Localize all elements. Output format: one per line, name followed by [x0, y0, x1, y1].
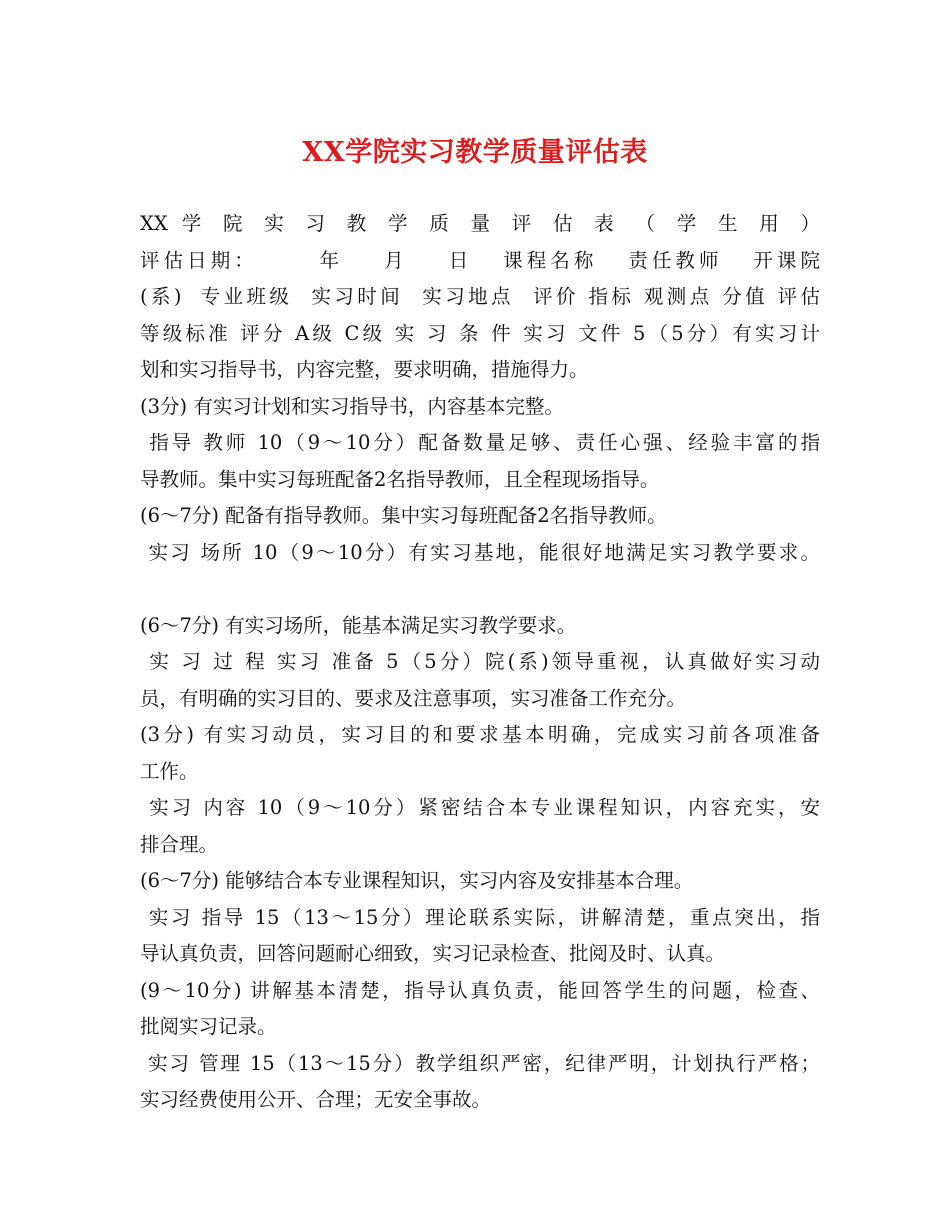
paragraph-line: (系) 专业班级 实习时间 实习地点 评价 指标 观测点 分值 评估 [140, 285, 820, 308]
paragraph-line: 划和实习指导书，内容完整，要求明确，措施得力。 [140, 358, 589, 381]
paragraph-line: 等级标准 评分 A级 C级 实 习 条 件 实习 文件 5（5分）有实习计 [140, 321, 820, 345]
paragraph-line: (9～10分) 讲解基本清楚，指导认真负责，能回答学生的问题，检查、 [140, 978, 820, 1002]
paragraph-line: XX 学 院 实 习 教 学 质 量 评 估 表 （ 学 生 用 ） [140, 212, 820, 235]
paragraph-line: 导认真负责，回答问题耐心细致，实习记录检查、批阅及时、认真。 [140, 942, 726, 965]
paragraph-line: 评估日期： 年 月 日 课程名称 责任教师 开课院 [140, 248, 820, 272]
paragraph-line: 员，有明确的实习目的、要求及注意事项，实习准备工作充分。 [140, 686, 687, 710]
paragraph-line: (6～7分) 能够结合本专业课程知识，实习内容及安排基本合理。 [140, 869, 694, 892]
paragraph-line: 排合理。 [140, 832, 219, 856]
paragraph-line: 指导 教师 10（9～10分）配备数量足够、责任心强、经验丰富的指 [140, 431, 820, 454]
paragraph-line: 实习 管理 15（13～15分）教学组织严密，纪律严明，计划执行严格； [140, 1051, 820, 1075]
paragraph-line: (6～7分) 有实习场所，能基本满足实习教学要求。 [140, 613, 577, 637]
document-body [140, 206, 820, 1119]
document-title: XX学院实习教学质量评估表 [302, 137, 648, 168]
paragraph-line: (3分) 有实习动员，实习目的和要求基本明确，完成实习前各项准备 [140, 723, 820, 746]
paragraph-line: 实习 内容 10（9～10分）紧密结合本专业课程知识，内容充实，安 [140, 796, 820, 819]
paragraph-line: 实习 指导 15（13～15分）理论联系实际，讲解清楚，重点突出，指 [140, 905, 820, 929]
paragraph-line: 实习 场所 10（9～10分）有实习基地，能很好地满足实习教学要求。 [140, 540, 820, 564]
paragraph-line: 导教师。集中实习每班配备2名指导教师，且全程现场指导。 [140, 467, 660, 491]
blank-line [140, 571, 820, 608]
paragraph-line: 工作。 [140, 759, 199, 783]
paragraph-line: 实习经费使用公开、合理；无安全事故。 [140, 1088, 492, 1111]
paragraph-line: (6～7分) 配备有指导教师。集中实习每班配备2名指导教师。 [140, 504, 667, 527]
paragraph-line: (3分) 有实习计划和实习指导书，内容基本完整。 [140, 394, 564, 418]
paragraph-line: 批阅实习记录。 [140, 1015, 277, 1038]
paragraph-line: 实 习 过 程 实习 准备 5（5分）院(系)领导重视，认真做好实习动 [140, 650, 820, 673]
